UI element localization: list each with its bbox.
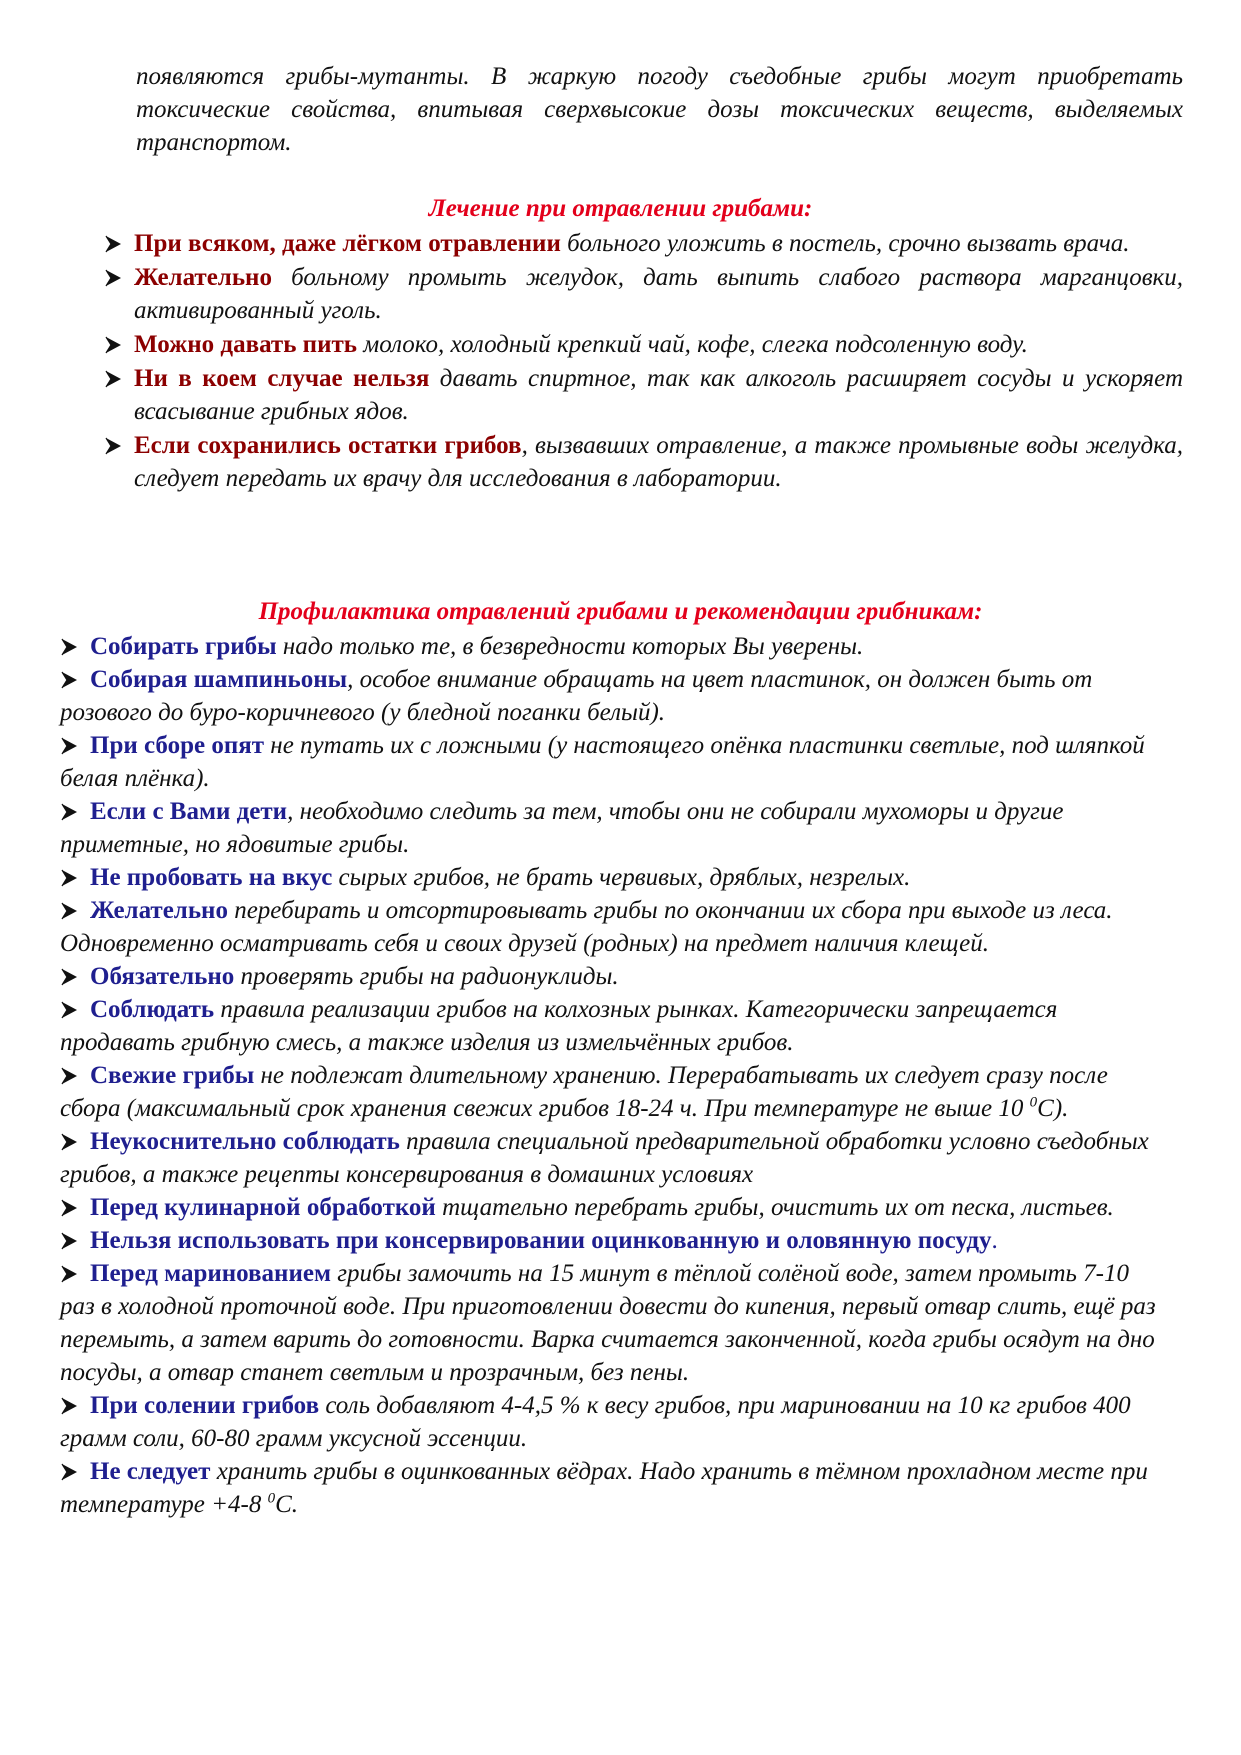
- arrow-bullet-icon: [60, 993, 90, 1026]
- item-lead: Нельзя использовать при консервировании оцинкованную и оловянную посуду: [90, 1227, 992, 1254]
- arrow-bullet-icon: [104, 261, 130, 294]
- list-item: [60, 861, 1160, 894]
- list-item: [60, 960, 1160, 993]
- list-item: [104, 429, 1183, 495]
- item-text: , вызвавших отравление, а также промывные воды желудка, следует передать их врачу для исследования в лаборатории.: [134, 432, 1184, 492]
- degree-superscript: 0: [1029, 1094, 1038, 1111]
- item-text: не подлежат длительному хранению. Перерабатывать их следует сразу после сбора (максимальный срок хранения свежих грибов 18-24 ч. При температуре не выше 10: [60, 1062, 1108, 1122]
- item-text: надо только те, в безвредности которых Вы уверены.: [276, 633, 864, 660]
- list-item: [60, 630, 1160, 663]
- item-text: проверять грибы на радионуклиды.: [234, 963, 619, 990]
- item-text: больному промыть желудок, дать выпить слабого раствора марганцовки, активированный уголь.: [134, 264, 1183, 324]
- list-item: [60, 1257, 1160, 1389]
- item-lead: Если с Вами дети: [90, 798, 288, 825]
- list-item: [60, 663, 1160, 729]
- item-lead: Собирать грибы: [90, 633, 277, 660]
- item-lead: Собирая шампиньоны: [90, 666, 348, 693]
- item-lead: Можно давать пить: [134, 331, 357, 358]
- arrow-bullet-icon: [60, 1191, 90, 1224]
- arrow-bullet-icon: [60, 1389, 90, 1422]
- list-item: [60, 795, 1160, 861]
- arrow-bullet-icon: [60, 663, 90, 696]
- item-lead: Если сохранились остатки грибов: [134, 432, 522, 459]
- arrow-bullet-icon: [60, 630, 90, 663]
- list-item: [104, 261, 1183, 327]
- list-item: [104, 227, 1183, 260]
- list-item: [60, 993, 1160, 1059]
- prevention-heading: Профилактика отравлений грибами и рекомендации грибникам:: [258, 598, 983, 625]
- list-item: [60, 1455, 1160, 1521]
- item-text-end: С).: [1037, 1095, 1069, 1122]
- item-lead: При солении грибов: [90, 1392, 320, 1419]
- item-text-end: С.: [275, 1491, 299, 1518]
- item-text: перебирать и отсортировывать грибы по окончании их сбора при выходе из леса. Одновременно осматривать себя и своих друзей (родных) на предмет наличия клещей.: [60, 897, 1113, 957]
- item-lead: Перед кулинарной обработкой: [90, 1194, 436, 1221]
- treatment-list: [104, 227, 1183, 496]
- item-lead: При всяком, даже лёгком отравлении: [134, 230, 561, 257]
- arrow-bullet-icon: [60, 795, 90, 828]
- list-item: [60, 1191, 1160, 1224]
- arrow-bullet-icon: [104, 429, 130, 462]
- item-text: , особое внимание обращать на цвет пластинок, он должен быть от розового до буро-коричневого (у бледной поганки белый).: [60, 666, 1093, 726]
- arrow-bullet-icon: [60, 894, 90, 927]
- item-text: давать спиртное, так как алкоголь расширяет сосуды и ускоряет всасывание грибных ядов.: [134, 365, 1183, 425]
- arrow-bullet-icon: [60, 861, 90, 894]
- item-text: сырых грибов, не брать червивых, дряблых, незрелых.: [332, 864, 911, 891]
- item-text: молоко, холодный крепкий чай, кофе, слегка подсоленную воду.: [357, 331, 1028, 358]
- item-lead: Неукоснительно соблюдать: [90, 1128, 400, 1155]
- list-item: [60, 1125, 1160, 1191]
- list-item: [60, 1389, 1160, 1455]
- item-lead: Не следует: [90, 1458, 211, 1485]
- item-lead: Обязательно: [90, 963, 235, 990]
- item-text: правила специальной предварительной обработки условно съедобных грибов, а также рецепты консервирования в домашних условиях: [60, 1128, 1149, 1188]
- list-item: [104, 328, 1183, 361]
- list-item: [104, 362, 1183, 428]
- arrow-bullet-icon: [60, 1455, 90, 1488]
- arrow-bullet-icon: [60, 960, 90, 993]
- arrow-bullet-icon: [60, 1257, 90, 1290]
- arrow-bullet-icon: [104, 362, 130, 395]
- item-text: больного уложить в постель, срочно вызвать врача.: [560, 230, 1130, 257]
- arrow-bullet-icon: [60, 1224, 90, 1257]
- list-item: [60, 894, 1160, 960]
- list-item: [60, 1224, 1160, 1257]
- item-lead: Ни в коем случае нельзя: [134, 365, 430, 392]
- item-lead: При сборе опят: [90, 732, 265, 759]
- list-item: [60, 729, 1160, 795]
- item-text: правила реализации грибов на колхозных рынках. Категорически запрещается продавать грибную смесь, а также изделия из измельчённых грибов.: [60, 996, 1058, 1056]
- arrow-bullet-icon: [60, 1125, 90, 1158]
- item-tail: .: [991, 1227, 998, 1254]
- arrow-bullet-icon: [60, 1059, 90, 1092]
- item-text: тщательно перебрать грибы, очистить их от песка, листьев.: [435, 1194, 1114, 1221]
- prevention-list: [60, 630, 1160, 1521]
- treatment-heading: Лечение при отравлении грибами:: [428, 195, 813, 222]
- item-text: , необходимо следить за тем, чтобы они не собирали мухоморы и другие приметные, но ядовитые грибы.: [60, 798, 1064, 858]
- item-lead: Не пробовать на вкус: [90, 864, 333, 891]
- arrow-bullet-icon: [104, 227, 130, 260]
- arrow-bullet-icon: [60, 729, 90, 762]
- item-text: не путать их с ложными (у настоящего опёнка пластинки светлые, под шляпкой белая плёнка).: [60, 732, 1145, 792]
- item-text: хранить грибы в оцинкованных вёдрах. Надо хранить в тёмном прохладном месте при температуре +4-8: [60, 1458, 1148, 1518]
- item-text: грибы замочить на 15 минут в тёплой солёной воде, затем промыть 7-10 раз в холодной проточной воде. При приготовлении довести до кипения, первый отвар слить, ещё раз перемыть, а затем варить до готовности. Варка считается законченной, когда грибы осядут на дно посуды, а отвар станет светлым и прозрачным, без пены.: [60, 1260, 1156, 1386]
- item-lead: Соблюдать: [90, 996, 215, 1023]
- item-lead: Желательно: [134, 264, 272, 291]
- item-lead: Желательно: [90, 897, 228, 924]
- item-lead: Перед маринованием: [90, 1260, 331, 1287]
- item-text: соль добавляют 4-4,5 % к весу грибов, при мариновании на 10 кг грибов 400 грамм соли, 60-80 грамм уксусной эссенции.: [60, 1392, 1131, 1452]
- degree-superscript: 0: [267, 1490, 276, 1507]
- item-lead: Свежие грибы: [90, 1062, 255, 1089]
- list-item: [60, 1059, 1160, 1125]
- arrow-bullet-icon: [104, 328, 130, 361]
- intro-paragraph: появляются грибы-мутанты. В жаркую погоду съедобные грибы могут приобретать токсические свойства, впитывая сверхвысокие дозы токсических веществ, выделяемых транспортом.: [136, 63, 1183, 156]
